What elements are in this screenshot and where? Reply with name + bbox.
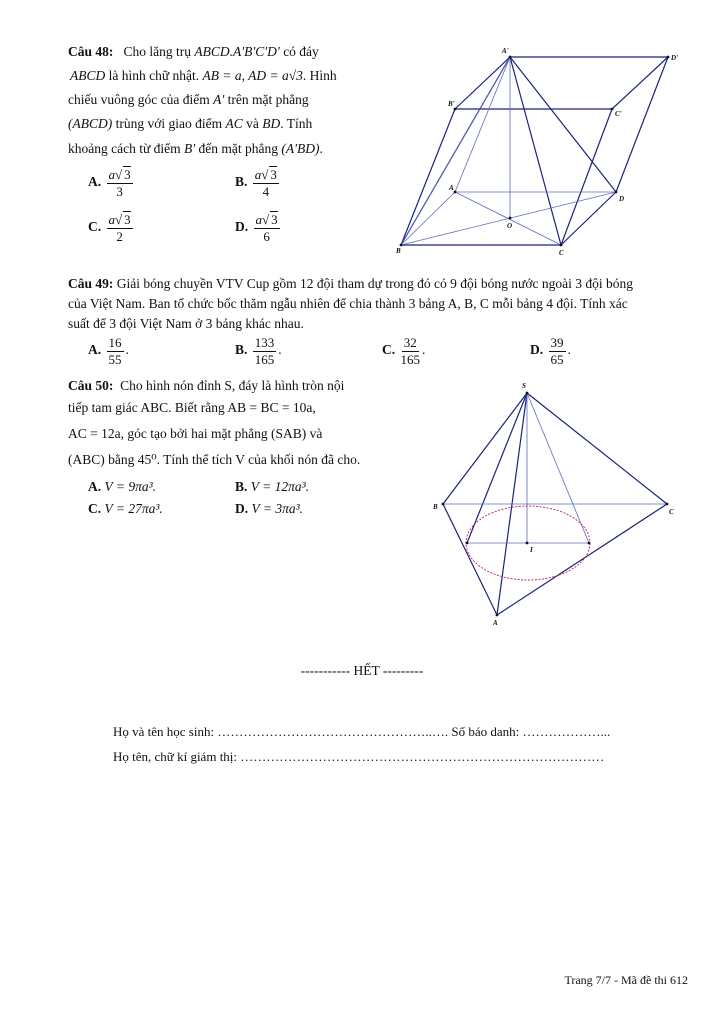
q48-line-3: chiếu vuông góc của điểm A' trên mặt phẳng	[68, 92, 309, 107]
q50-line-2: tiếp tam giác ABC. Biết rằng AB = BC = 10a,	[68, 400, 316, 415]
cone-figure	[425, 380, 685, 625]
q50-line-3: AC = 12a, góc tạo bởi hai mặt phẳng (SAB) và	[68, 426, 323, 441]
vertex-label-a: A	[449, 184, 454, 192]
q48-label: Câu 48:	[68, 44, 114, 59]
vertex-label-b: B	[433, 503, 438, 511]
vertex-label-i: I	[530, 546, 533, 554]
student-info-line: Họ và tên học sinh: …………………………………………..…. Số báo danh: ………………...	[113, 724, 611, 739]
proctor-signature-line: Họ tên, chữ kí giám thị: …………………………………………………………………………	[113, 749, 605, 764]
vertex-label-c1: C'	[615, 110, 622, 118]
q48-option-d[interactable]: D. $\frac{a√ 3}{6}$	[235, 212, 278, 244]
vertex-label-a1: A'	[502, 47, 509, 55]
page-number: Trang 7/7 - Mã đề thi 612	[564, 973, 688, 987]
vertex-label-s: S	[522, 382, 526, 390]
q50-option-b[interactable]: B. V = 12πa³.	[235, 479, 310, 494]
q48-option-b[interactable]: B. $\frac{a√ 3}{4}$	[235, 167, 277, 199]
q49-label: Câu 49:	[68, 276, 114, 291]
vertex-label-o: O	[507, 222, 513, 230]
q48-line-1: Câu 48: Cho lăng trụ ABCD.A'B'C'D' có đáy	[68, 44, 319, 59]
q49-line-2: của Việt Nam. Ban tổ chức bốc thăm ngẫu nhiên để chia thành 3 bảng A, B, C mỗi bảng 4 đội. Tính xác	[68, 296, 628, 311]
q49-option-a[interactable]: A. $\frac{16}{55}$ .	[88, 335, 129, 367]
q48-line-2: ABCD là hình chữ nhật. AB = a, AD = a√3. Hình	[70, 68, 337, 83]
vertex-label-a: A	[493, 619, 498, 625]
vertex-label-c: C	[669, 508, 674, 516]
vertex-label-b: B	[396, 247, 401, 255]
q48-line-5: khoảng cách từ điểm B' đến mặt phẳng (A'BD).	[68, 141, 323, 156]
q49-option-d[interactable]: D. $\frac{39}{65}$ .	[530, 335, 571, 367]
q49-line-1: Câu 49: Giải bóng chuyền VTV Cup gồm 12 đội tham dự trong đó có 9 đội bóng nước ngoài 3 đội bóng	[68, 276, 633, 291]
q50-line-4: (ABC) bằng 45⁰. Tính thể tích V của khối nón đã cho.	[68, 452, 361, 467]
q50-label: Câu 50:	[68, 378, 114, 393]
q48-line-4: (ABCD) trùng với giao điểm AC và BD. Tính	[68, 116, 313, 131]
end-marker: ----------- HẾT ---------	[300, 663, 424, 678]
q48-option-c[interactable]: C. $\frac{a√ 3}{2}$	[88, 212, 131, 244]
prism-figure	[390, 40, 690, 265]
q49-line-3: suất để 3 đội Việt Nam ở 3 bảng khác nhau.	[68, 316, 304, 331]
q50-option-a[interactable]: A. V = 9πa³.	[88, 479, 157, 494]
q49-option-b[interactable]: B. $\frac{133}{165}$ .	[235, 335, 282, 367]
q50-option-d[interactable]: D. V = 3πa³.	[235, 501, 304, 516]
q49-option-c[interactable]: C. $\frac{32}{165}$ .	[382, 335, 426, 367]
vertex-label-d1: D'	[671, 54, 678, 62]
q50-line-1: Câu 50: Cho hình nón đỉnh S, đáy là hình tròn nội	[68, 378, 345, 393]
vertex-label-d: D	[619, 195, 625, 203]
vertex-label-b1: B'	[448, 100, 455, 108]
q48-option-a[interactable]: A. $\frac{a√ 3}{3}$	[88, 167, 131, 199]
vertex-label-c: C	[559, 249, 564, 257]
q50-option-c[interactable]: C. V = 27πa³.	[88, 501, 163, 516]
